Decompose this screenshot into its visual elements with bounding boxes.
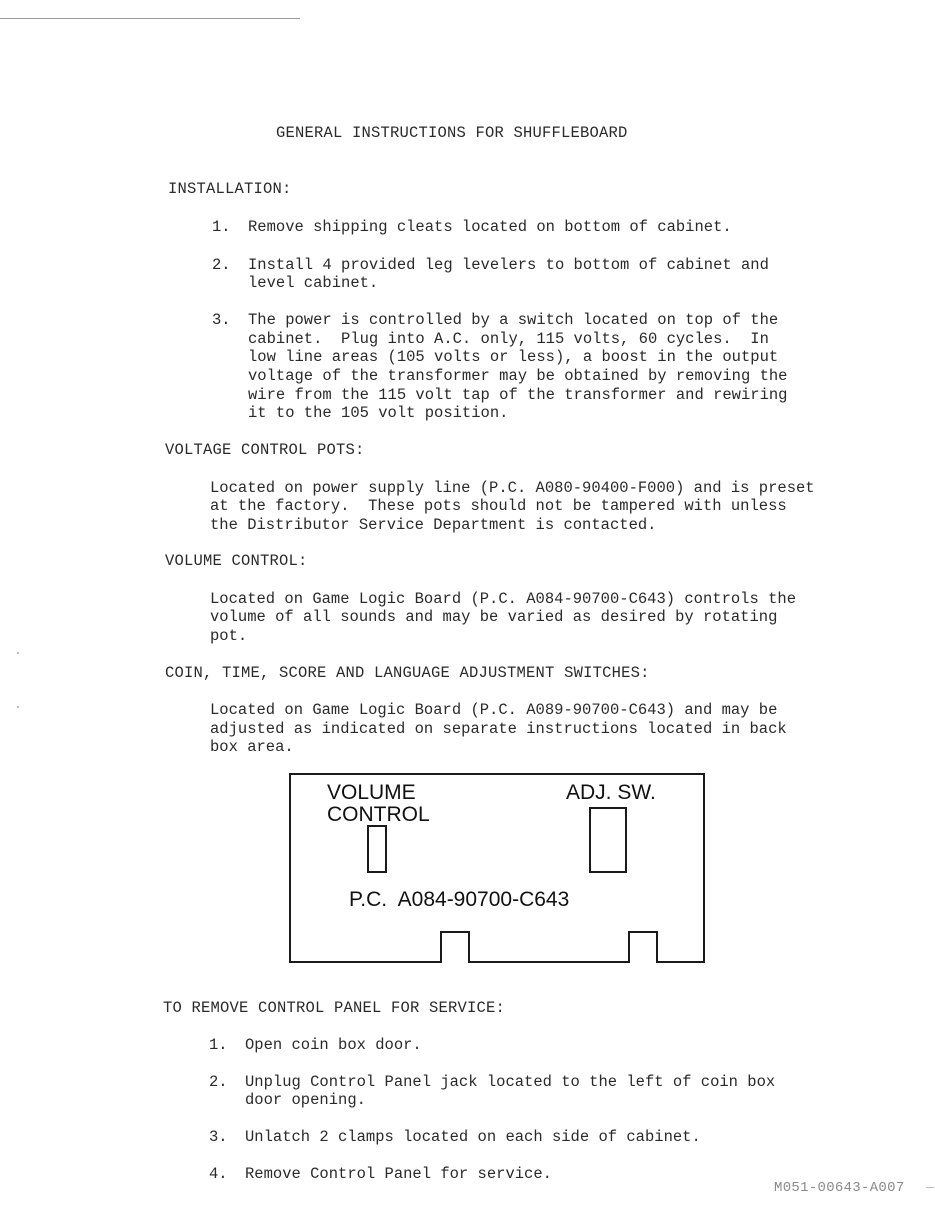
volume-heading: VOLUME CONTROL:: [165, 552, 308, 570]
installation-item-1-line-1: Remove shipping cleats located on bottom of cabinet.: [248, 218, 732, 236]
installation-item-3-line-1: The power is controlled by a switch located on top of the: [248, 311, 779, 329]
installation-item-3-line-6: it to the 105 volt position.: [248, 404, 509, 422]
remove-heading: TO REMOVE CONTROL PANEL FOR SERVICE:: [163, 999, 506, 1017]
page-title: GENERAL INSTRUCTIONS FOR SHUFFLEBOARD: [276, 124, 628, 142]
voltage-heading: VOLTAGE CONTROL POTS:: [165, 441, 365, 459]
installation-item-1-number: 1.: [212, 218, 231, 236]
volume-line-2: volume of all sounds and may be varied as desired by rotating: [210, 608, 778, 626]
coin-line-2: adjusted as indicated on separate instructions located in back: [210, 720, 787, 738]
installation-item-3-line-2: cabinet. Plug into A.C. only, 115 volts, 60 cycles. In: [248, 330, 769, 348]
board-part-number: P.C. A084-90700-C643: [349, 888, 570, 911]
remove-item-2-line-2: door opening.: [245, 1091, 366, 1109]
adj-switch-label: ADJ. SW.: [566, 781, 656, 804]
remove-item-3-number: 3.: [209, 1128, 228, 1146]
installation-item-2-line-2: level cabinet.: [248, 274, 379, 292]
remove-item-2-line-1: Unplug Control Panel jack located to the left of coin box: [245, 1073, 776, 1091]
installation-item-3-line-4: voltage of the transformer may be obtained by removing the: [248, 367, 788, 385]
volume-control-label: VOLUME CONTROL: [327, 781, 430, 826]
top-rule: [0, 18, 300, 19]
scan-speck: [926, 1187, 934, 1188]
voltage-line-1: Located on power supply line (P.C. A080-90400-F000) and is preset: [210, 479, 815, 497]
coin-line-3: box area.: [210, 738, 294, 756]
installation-heading: INSTALLATION:: [168, 180, 292, 198]
coin-line-1: Located on Game Logic Board (P.C. A089-90700-C643) and may be: [210, 701, 778, 719]
scan-speck: [17, 652, 19, 654]
scan-speck: [17, 706, 19, 708]
installation-item-3-number: 3.: [212, 311, 231, 329]
installation-item-2-number: 2.: [212, 256, 231, 274]
installation-item-3-line-5: wire from the 115 volt tap of the transformer and rewiring: [248, 386, 788, 404]
remove-item-1-number: 1.: [209, 1036, 228, 1054]
voltage-line-3: the Distributor Service Department is contacted.: [210, 516, 657, 534]
volume-line-1: Located on Game Logic Board (P.C. A084-90700-C643) controls the: [210, 590, 796, 608]
remove-item-2-number: 2.: [209, 1073, 228, 1091]
installation-item-3-line-3: low line areas (105 volts or less), a boost in the output: [248, 348, 779, 366]
volume-control-pot: [368, 826, 386, 872]
remove-item-4-line-1: Remove Control Panel for service.: [245, 1165, 552, 1183]
installation-item-2-line-1: Install 4 provided leg levelers to bottom of cabinet and: [248, 256, 769, 274]
document-code: M051-00643-A007: [774, 1180, 905, 1196]
voltage-line-2: at the factory. These pots should not be tampered with unless: [210, 497, 787, 515]
volume-line-3: pot.: [210, 627, 248, 645]
coin-heading: COIN, TIME, SCORE AND LANGUAGE ADJUSTMENT SWITCHES:: [165, 664, 650, 682]
remove-item-4-number: 4.: [209, 1165, 228, 1183]
adj-switch-block: [590, 808, 626, 872]
remove-item-1-line-1: Open coin box door.: [245, 1036, 422, 1054]
remove-item-3-line-1: Unlatch 2 clamps located on each side of cabinet.: [245, 1128, 701, 1146]
board-diagram: [289, 773, 705, 963]
